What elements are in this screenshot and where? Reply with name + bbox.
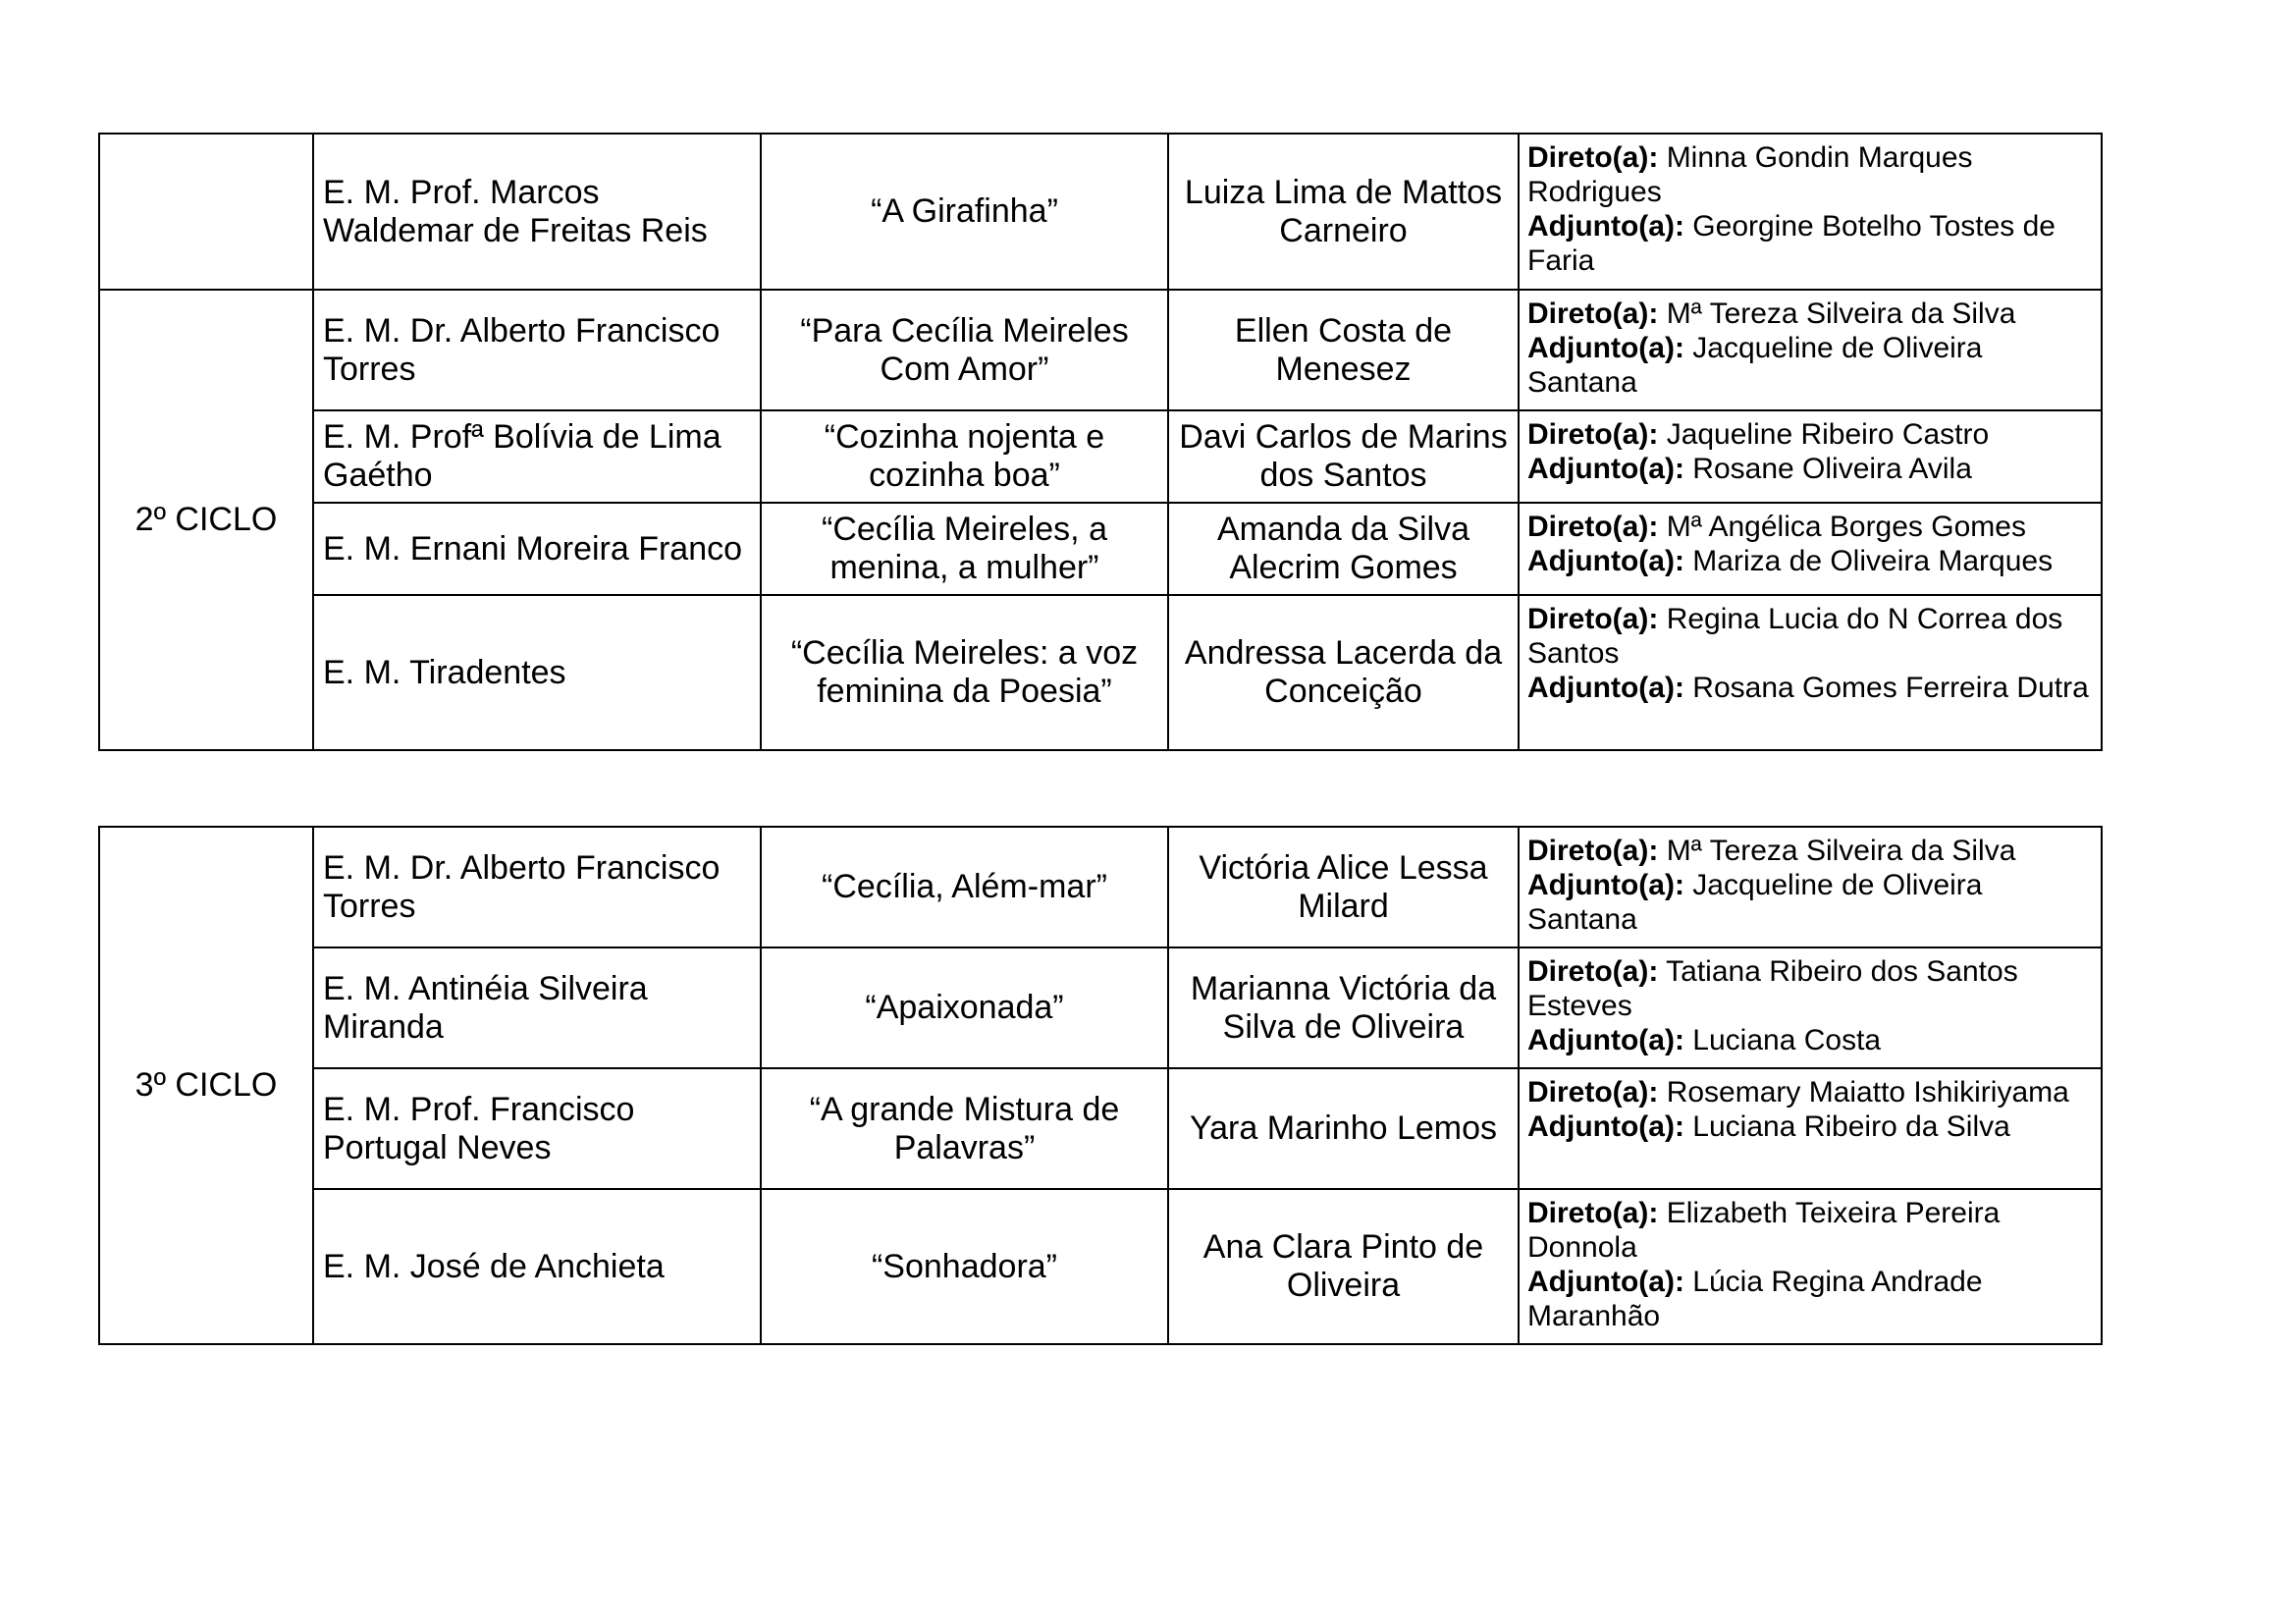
table-row bbox=[99, 410, 2102, 503]
director-label: Direto(a): bbox=[1527, 1076, 1659, 1109]
deputy-name: Georgine Botelho Tostes de Faria bbox=[1527, 210, 2056, 277]
table-row bbox=[99, 947, 2102, 1068]
staff-cell bbox=[1519, 134, 2102, 290]
director-line bbox=[1527, 297, 2095, 331]
director-name: Regina Lucia do N Correa dos Santos bbox=[1527, 603, 2063, 670]
staff-cell bbox=[1519, 1068, 2102, 1189]
school-cell: E. M. Antinéia Silveira Miranda bbox=[313, 947, 761, 1068]
director-line bbox=[1527, 417, 2095, 452]
director-label: Direto(a): bbox=[1527, 835, 1659, 867]
deputy-name: Jacqueline de Oliveira Santana bbox=[1527, 332, 1983, 399]
director-line bbox=[1527, 510, 2095, 544]
student-cell: Ana Clara Pinto de Oliveira bbox=[1168, 1189, 1519, 1344]
staff-cell bbox=[1519, 827, 2102, 947]
student-cell: Amanda da Silva Alecrim Gomes bbox=[1168, 503, 1519, 595]
table-row bbox=[99, 1189, 2102, 1344]
director-name: Mª Tereza Silveira da Silva bbox=[1666, 298, 2016, 330]
deputy-label: Adjunto(a): bbox=[1527, 453, 1684, 485]
table-row bbox=[99, 134, 2102, 290]
work-title-cell: “Cecília Meireles: a voz feminina da Poesia” bbox=[761, 595, 1168, 750]
deputy-name: Jacqueline de Oliveira Santana bbox=[1527, 869, 1983, 936]
director-line bbox=[1527, 1075, 2095, 1109]
table-row bbox=[99, 290, 2102, 410]
staff-cell bbox=[1519, 410, 2102, 503]
work-title-cell: “Cecília, Além-mar” bbox=[761, 827, 1168, 947]
deputy-line bbox=[1527, 1023, 2095, 1057]
deputy-line bbox=[1527, 331, 2095, 400]
school-cell: E. M. Dr. Alberto Francisco Torres bbox=[313, 827, 761, 947]
student-cell: Victória Alice Lessa Milard bbox=[1168, 827, 1519, 947]
deputy-line bbox=[1527, 1265, 2095, 1333]
deputy-line bbox=[1527, 209, 2095, 278]
results-table-3-ciclo bbox=[98, 826, 2103, 1345]
deputy-label: Adjunto(a): bbox=[1527, 1024, 1684, 1056]
director-name: Tatiana Ribeiro dos Santos Esteves bbox=[1527, 955, 2018, 1022]
director-line bbox=[1527, 954, 2095, 1023]
results-table-2-ciclo bbox=[98, 133, 2103, 751]
director-label: Direto(a): bbox=[1527, 141, 1659, 174]
ciclo-label: 3º CICLO bbox=[99, 827, 313, 1344]
deputy-line bbox=[1527, 544, 2095, 578]
school-cell: E. M. Prof. Marcos Waldemar de Freitas Reis bbox=[313, 134, 761, 290]
deputy-label: Adjunto(a): bbox=[1527, 672, 1684, 704]
table-row bbox=[99, 595, 2102, 750]
ciclo-cell-empty bbox=[99, 134, 313, 290]
deputy-name: Rosana Gomes Ferreira Dutra bbox=[1692, 672, 2089, 704]
director-name: Mª Tereza Silveira da Silva bbox=[1666, 835, 2016, 867]
staff-cell bbox=[1519, 503, 2102, 595]
deputy-name: Luciana Ribeiro da Silva bbox=[1692, 1110, 2010, 1143]
director-line bbox=[1527, 834, 2095, 868]
table-row bbox=[99, 1068, 2102, 1189]
director-line bbox=[1527, 1196, 2095, 1265]
deputy-label: Adjunto(a): bbox=[1527, 545, 1684, 577]
deputy-label: Adjunto(a): bbox=[1527, 869, 1684, 901]
director-label: Direto(a): bbox=[1527, 418, 1659, 451]
work-title-cell: “A Girafinha” bbox=[761, 134, 1168, 290]
school-cell: E. M. Dr. Alberto Francisco Torres bbox=[313, 290, 761, 410]
deputy-name: Luciana Costa bbox=[1692, 1024, 1882, 1056]
table-row bbox=[99, 827, 2102, 947]
deputy-name: Lúcia Regina Andrade Maranhão bbox=[1527, 1266, 1983, 1332]
director-name: Jaqueline Ribeiro Castro bbox=[1666, 418, 1990, 451]
staff-cell bbox=[1519, 290, 2102, 410]
work-title-cell: “Para Cecília Meireles Com Amor” bbox=[761, 290, 1168, 410]
deputy-label: Adjunto(a): bbox=[1527, 1110, 1684, 1143]
work-title-cell: “Cozinha nojenta e cozinha boa” bbox=[761, 410, 1168, 503]
director-label: Direto(a): bbox=[1527, 1197, 1659, 1229]
student-cell: Davi Carlos de Marins dos Santos bbox=[1168, 410, 1519, 503]
student-cell: Luiza Lima de Mattos Carneiro bbox=[1168, 134, 1519, 290]
staff-cell bbox=[1519, 1189, 2102, 1344]
deputy-label: Adjunto(a): bbox=[1527, 210, 1684, 243]
director-name: Elizabeth Teixeira Pereira Donnola bbox=[1527, 1197, 2001, 1264]
school-cell: E. M. Profª Bolívia de Lima Gaétho bbox=[313, 410, 761, 503]
work-title-cell: “Apaixonada” bbox=[761, 947, 1168, 1068]
staff-cell bbox=[1519, 947, 2102, 1068]
work-title-cell: “Sonhadora” bbox=[761, 1189, 1168, 1344]
table-row bbox=[99, 503, 2102, 595]
student-cell: Yara Marinho Lemos bbox=[1168, 1068, 1519, 1189]
ciclo-label: 2º CICLO bbox=[99, 290, 313, 750]
school-cell: E. M. Tiradentes bbox=[313, 595, 761, 750]
deputy-line bbox=[1527, 671, 2095, 705]
deputy-line bbox=[1527, 868, 2095, 937]
deputy-line bbox=[1527, 1109, 2095, 1144]
director-line bbox=[1527, 140, 2095, 209]
work-title-cell: “A grande Mistura de Palavras” bbox=[761, 1068, 1168, 1189]
director-label: Direto(a): bbox=[1527, 603, 1659, 635]
school-cell: E. M. José de Anchieta bbox=[313, 1189, 761, 1344]
deputy-label: Adjunto(a): bbox=[1527, 332, 1684, 364]
school-cell: E. M. Prof. Francisco Portugal Neves bbox=[313, 1068, 761, 1189]
director-label: Direto(a): bbox=[1527, 511, 1659, 543]
student-cell: Andressa Lacerda da Conceição bbox=[1168, 595, 1519, 750]
student-cell: Marianna Victória da Silva de Oliveira bbox=[1168, 947, 1519, 1068]
director-name: Mª Angélica Borges Gomes bbox=[1666, 511, 2026, 543]
deputy-line bbox=[1527, 452, 2095, 486]
director-name: Minna Gondin Marques Rodrigues bbox=[1527, 141, 1973, 208]
director-label: Direto(a): bbox=[1527, 955, 1659, 988]
director-line bbox=[1527, 602, 2095, 671]
director-name: Rosemary Maiatto Ishikiriyama bbox=[1666, 1076, 2069, 1109]
student-cell: Ellen Costa de Menesez bbox=[1168, 290, 1519, 410]
school-cell: E. M. Ernani Moreira Franco bbox=[313, 503, 761, 595]
deputy-name: Mariza de Oliveira Marques bbox=[1692, 545, 2054, 577]
staff-cell bbox=[1519, 595, 2102, 750]
work-title-cell: “Cecília Meireles, a menina, a mulher” bbox=[761, 503, 1168, 595]
deputy-name: Rosane Oliveira Avila bbox=[1692, 453, 1972, 485]
director-label: Direto(a): bbox=[1527, 298, 1659, 330]
deputy-label: Adjunto(a): bbox=[1527, 1266, 1684, 1298]
